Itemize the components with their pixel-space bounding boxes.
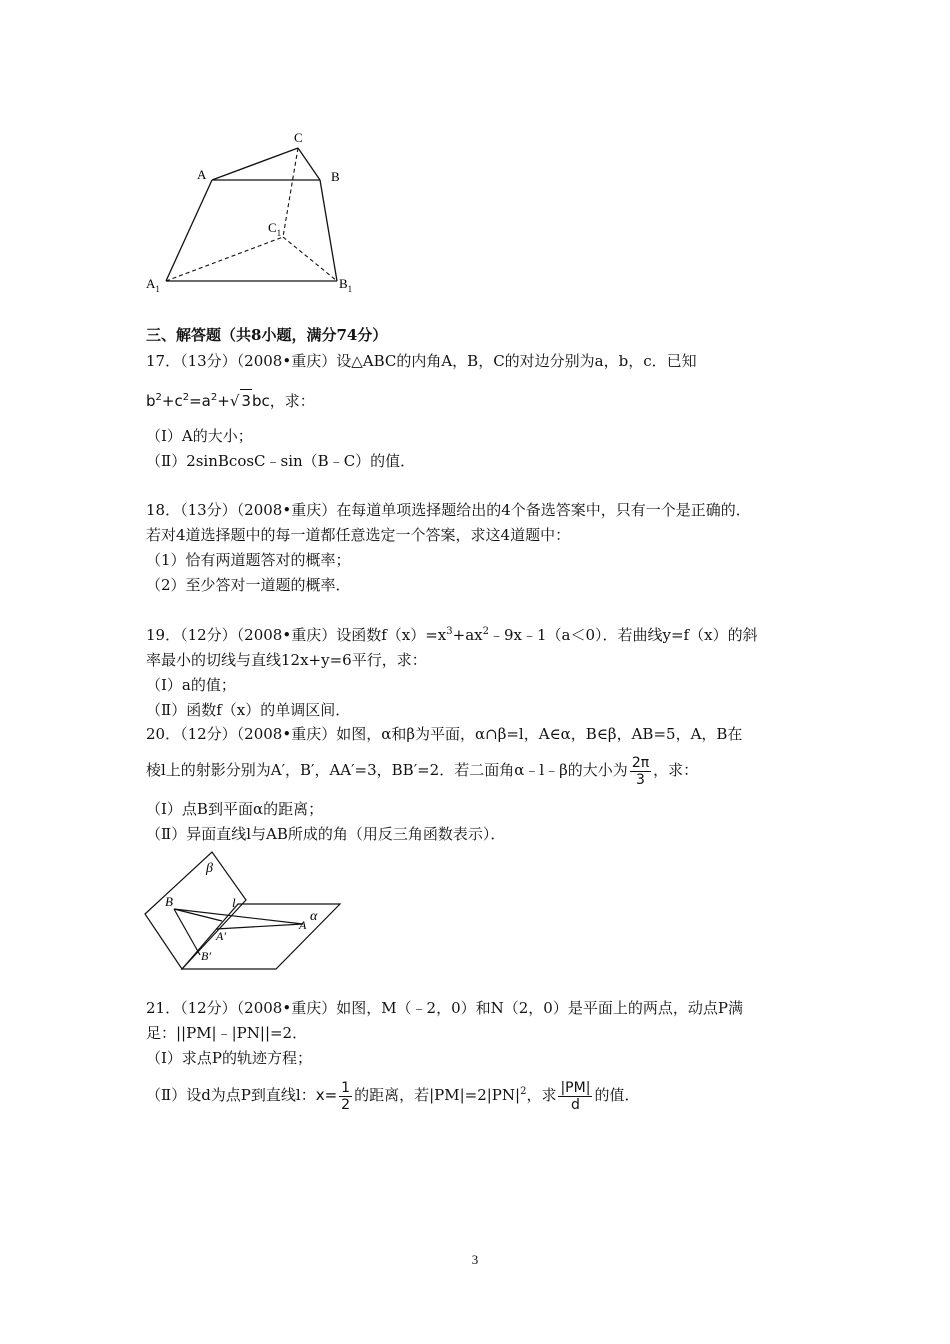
q17-stem: 17．（13分）（2008•重庆）设△ABC的内角A，B，C的对边分别为a，b，c．已知 — [146, 352, 697, 370]
dihedral-figure — [140, 848, 350, 976]
q20-line2: 棱l上的射影分别为A′，B′，AA′=3，BB′=2．若二面角α﹣l﹣β的大小为 $\frac{2\pi}{3}$ ，求： — [146, 754, 699, 788]
q17-formula-expr: $b^2+c^2=a^2+√$ 3bc — [146, 392, 270, 410]
edge-C1B1 — [283, 237, 337, 281]
label-A1: $A_1$ — [146, 276, 160, 294]
label-C: C — [294, 130, 303, 145]
plane-beta — [145, 852, 246, 969]
fig-label-beta: β — [206, 861, 213, 876]
prism-figure — [140, 128, 370, 298]
q21-fraction-half: $\frac{1}{2}$ — [341, 1079, 351, 1113]
label-B: B — [331, 169, 340, 184]
segment-AA-prime — [216, 924, 303, 929]
label-B1: $B_1$ — [339, 276, 353, 294]
fig-label-A: A — [299, 918, 307, 932]
segment-AB-proj — [174, 909, 222, 921]
section-heading: 三、解答题（共8小题，满分74分） — [146, 326, 388, 344]
segment-BA — [174, 909, 303, 924]
fig-label-B: B — [165, 894, 173, 909]
q21-part1: （Ⅰ）求点P的轨迹方程； — [146, 1049, 313, 1067]
q18-line1: 18．（13分）（2008•重庆）在每道单项选择题给出的4个备选答案中，只有一个是正确的． — [146, 501, 751, 519]
q17-part2: （Ⅱ）2sinBcosC﹣sin（B﹣C）的值． — [146, 452, 416, 470]
q19-line1: 19．（12分）（2008•重庆）设函数$f(x)=x^3+ax^2﹣9x﹣1(a<0)$．若曲线y=f（x）的斜 — [146, 626, 758, 644]
q17-formula: $b^2+c^2=a^2+√$ 3bc，求： — [146, 389, 315, 412]
q20-part2: （Ⅱ）异面直线l与AB所成的角（用反三角函数表示）． — [146, 825, 506, 843]
q17-part1: （Ⅰ）A的大小； — [146, 427, 253, 445]
q21-line2: 足：||PM|﹣|PN||=2． — [146, 1024, 308, 1042]
q20-part1: （Ⅰ）点B到平面α的距离； — [146, 800, 324, 818]
fig-label-B-prime: B′ — [201, 949, 211, 963]
q18-line2: 若对4道选择题中的每一道都任意选定一个答案，求这4道题中： — [146, 526, 571, 544]
page-number: 3 — [471, 1252, 479, 1267]
edge-BB1 — [320, 180, 337, 281]
edge-AC — [212, 148, 298, 180]
q21-part2: （Ⅱ）设d为点P到直线l：x= $\frac{1}{2}$ 的距离，若$|PM|=2|PN|^2$，求 $\frac{|PM|}{d}$ 的值． — [146, 1079, 640, 1113]
q20-fraction: $\frac{2\pi}{3}$ — [631, 754, 650, 788]
q18-part2: （2）至少答对一道题的概率． — [146, 576, 351, 594]
edge-AA1 — [166, 180, 212, 281]
q21-fraction-pm-d: $\frac{|PM|}{d}$ — [560, 1079, 591, 1113]
q21-line1: 21．（12分）（2008•重庆）如图，M（﹣2，0）和N（2，0）是平面上的两点，动点P满 — [146, 999, 743, 1017]
label-A: A — [197, 167, 207, 182]
label-C1: $C_1$ — [268, 220, 282, 238]
edge-CC1 — [283, 148, 298, 237]
fig-label-l: l — [232, 895, 236, 910]
fig-label-alpha: α — [310, 909, 318, 924]
edge-CB — [298, 148, 320, 180]
fig-label-A-prime: A′ — [216, 929, 226, 943]
q18-part1: （1）恰有两道题答对的概率； — [146, 551, 351, 569]
q19-part2: （Ⅱ）函数f（x）的单调区间． — [146, 701, 351, 719]
q20-line1: 20．（12分）（2008•重庆）如图，α和β为平面，α∩β=l，A∈α，B∈β，AB=5，A，B在 — [146, 725, 743, 743]
q19-part1: （Ⅰ）a的值； — [146, 676, 236, 694]
segment-BB-prime — [174, 909, 200, 955]
q19-line2: 率最小的切线与直线12x+y=6平行，求： — [146, 651, 427, 669]
